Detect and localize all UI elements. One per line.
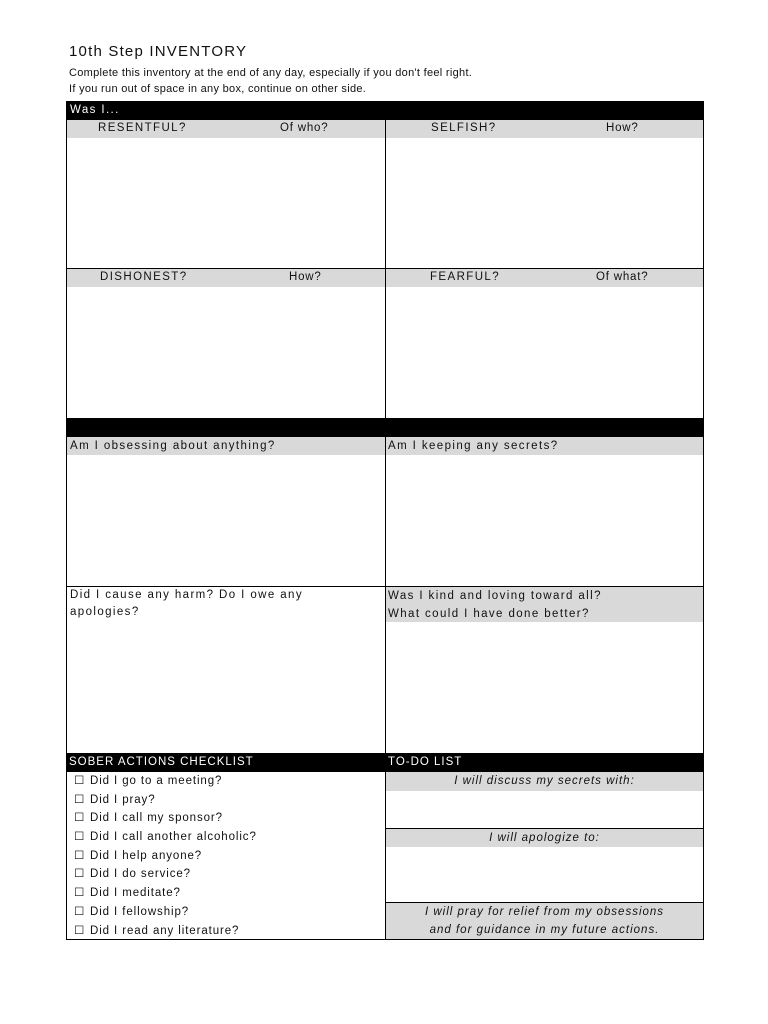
sober-actions-header <box>66 753 385 772</box>
selfish-sub: How? <box>606 122 639 134</box>
pray-line-1: I will pray for relief from my obsessions <box>424 906 665 918</box>
secrets-with-header <box>386 772 703 791</box>
dishonest-label: DISHONEST? <box>100 271 188 283</box>
resentful-header <box>67 120 385 138</box>
fearful-answer-box[interactable] <box>386 287 703 418</box>
fearful-label: FEARFUL? <box>430 271 500 283</box>
harm-header <box>67 587 385 622</box>
selfish-label: SELFISH? <box>431 122 497 134</box>
page-title: 10th Step INVENTORY <box>69 43 248 60</box>
checklist-item-literature[interactable] <box>74 922 257 941</box>
pray-line-2: and for guidance in my future actions. <box>429 924 660 936</box>
checklist-label: Did I go to a meeting? <box>90 775 223 787</box>
resentful-answer-box[interactable] <box>67 138 385 269</box>
checkbox-icon[interactable]: ☐ <box>74 831 86 844</box>
checklist-label: Did I fellowship? <box>90 905 190 918</box>
resentful-sub: Of who? <box>280 122 329 134</box>
kind-question-line-2: What could I have done better? <box>388 608 590 620</box>
checkbox-icon[interactable]: ☐ <box>74 868 86 881</box>
apologize-to-answer[interactable] <box>386 847 703 902</box>
secrets-with-answer[interactable] <box>386 791 703 828</box>
checklist-label: Did I pray? <box>90 793 156 806</box>
sober-actions-title: SOBER ACTIONS CHECKLIST <box>69 756 254 768</box>
checklist-label: Did I do service? <box>90 868 191 881</box>
secrets-question: Am I keeping any secrets? <box>388 440 559 452</box>
checkbox-icon[interactable]: ☐ <box>74 905 86 918</box>
sober-actions-checklist <box>74 772 257 940</box>
instruction-line-2: If you run out of space in any box, continue on other side. <box>69 83 367 95</box>
obsessing-question: Am I obsessing about anything? <box>70 440 276 452</box>
harm-question-line-2: apologies? <box>70 606 140 618</box>
checklist-item-pray[interactable] <box>74 791 257 810</box>
kind-answer-box[interactable] <box>386 622 703 753</box>
kind-header <box>386 587 703 622</box>
checklist-label: Did I call my sponsor? <box>90 812 223 825</box>
checklist-item-meditate[interactable] <box>74 884 257 903</box>
checklist-item-meeting[interactable] <box>74 772 257 791</box>
selfish-header <box>386 120 703 138</box>
checklist-label: Did I help anyone? <box>90 849 203 862</box>
checkbox-icon[interactable]: ☐ <box>74 812 86 825</box>
todo-title: TO-DO LIST <box>388 756 463 768</box>
checkbox-icon[interactable]: ☐ <box>74 924 86 937</box>
todo-header <box>386 753 704 772</box>
checkbox-icon[interactable]: ☐ <box>74 793 86 806</box>
secrets-with-label: I will discuss my secrets with: <box>454 775 635 787</box>
fearful-sub: Of what? <box>596 271 649 283</box>
was-i-header <box>66 101 704 120</box>
selfish-answer-box[interactable] <box>386 138 703 269</box>
secrets-header <box>386 437 703 455</box>
harm-question-line-1: Did I cause any harm? Do I owe any <box>70 589 303 601</box>
fearful-header <box>386 269 703 287</box>
dishonest-sub: How? <box>289 271 322 283</box>
checklist-label: Did I call another alcoholic? <box>90 831 257 844</box>
checkbox-icon[interactable]: ☐ <box>74 887 86 900</box>
checklist-item-fellowship[interactable] <box>74 903 257 922</box>
harm-answer-box[interactable] <box>67 622 385 753</box>
checklist-item-sponsor[interactable] <box>74 809 257 828</box>
dishonest-answer-box[interactable] <box>67 287 385 418</box>
checklist-item-help[interactable] <box>74 847 257 866</box>
apologize-to-header <box>386 829 703 847</box>
resentful-label: RESENTFUL? <box>98 122 187 134</box>
obsessing-answer-box[interactable] <box>67 455 385 586</box>
checkbox-icon[interactable]: ☐ <box>74 775 86 787</box>
checklist-label: Did I meditate? <box>90 887 181 900</box>
instruction-line-1: Complete this inventory at the end of any day, especially if you don't feel right. <box>69 67 473 79</box>
checklist-item-service[interactable] <box>74 865 257 884</box>
pray-header <box>386 903 703 939</box>
secrets-answer-box[interactable] <box>386 455 703 586</box>
was-i-label: Was I... <box>70 104 120 116</box>
checkbox-icon[interactable]: ☐ <box>74 849 86 862</box>
apologize-to-label: I will apologize to: <box>489 832 600 844</box>
dishonest-header <box>67 269 385 287</box>
obsessing-header <box>67 437 385 455</box>
kind-question-line-1: Was I kind and loving toward all? <box>388 590 602 602</box>
checklist-item-call-alcoholic[interactable] <box>74 828 257 847</box>
checklist-label: Did I read any literature? <box>90 924 240 937</box>
